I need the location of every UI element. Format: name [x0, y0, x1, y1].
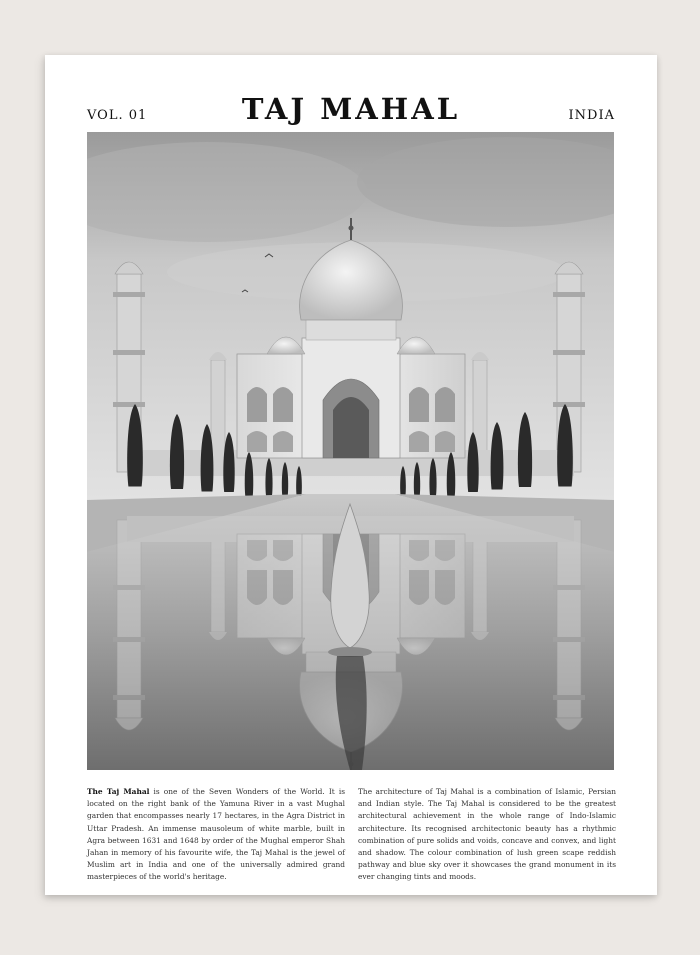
poster-title: TAJ MAHAL — [241, 92, 461, 126]
taj-mahal-photo — [87, 132, 614, 770]
country-label: INDIA — [568, 108, 615, 123]
description-lead: The Taj Mahal — [87, 787, 150, 796]
description-text-1: is one of the Seven Wonders of the World. It is located on the right bank of the Yamuna River in a vast Mughal garden that encompasses nearly 17 hectares, in the Agra District in Uttar Pradesh. An immense mausoleum of white marble, built in Agra between 1631 and 1648 by order of the Mughal emperor Shah Jahan in memory of his favourite wife, the Taj Mahal is the jewel of Muslim art in India and one of the universally admired grand masterpieces of the world's heritage. — [87, 787, 345, 882]
description-column-2 — [358, 786, 616, 884]
photo-illustration — [87, 132, 614, 770]
poster — [45, 55, 657, 895]
volume-label: VOL. 01 — [87, 108, 148, 123]
description-text-2: The architecture of Taj Mahal is a combination of Islamic, Persian and Indian style. The Taj Mahal is considered to be the greatest architectural achievement in the whole range of Indo-Islamic architecture. Its recognised architectonic beauty has a rhythmic combination of pure solids and voids, concave and convex, and light and shadow. The colour combination of lush green scape reddish pathway and blue sky over it showcases the grand monument in its ever changing tints and moods. — [358, 787, 616, 882]
description-column-1 — [87, 786, 345, 884]
